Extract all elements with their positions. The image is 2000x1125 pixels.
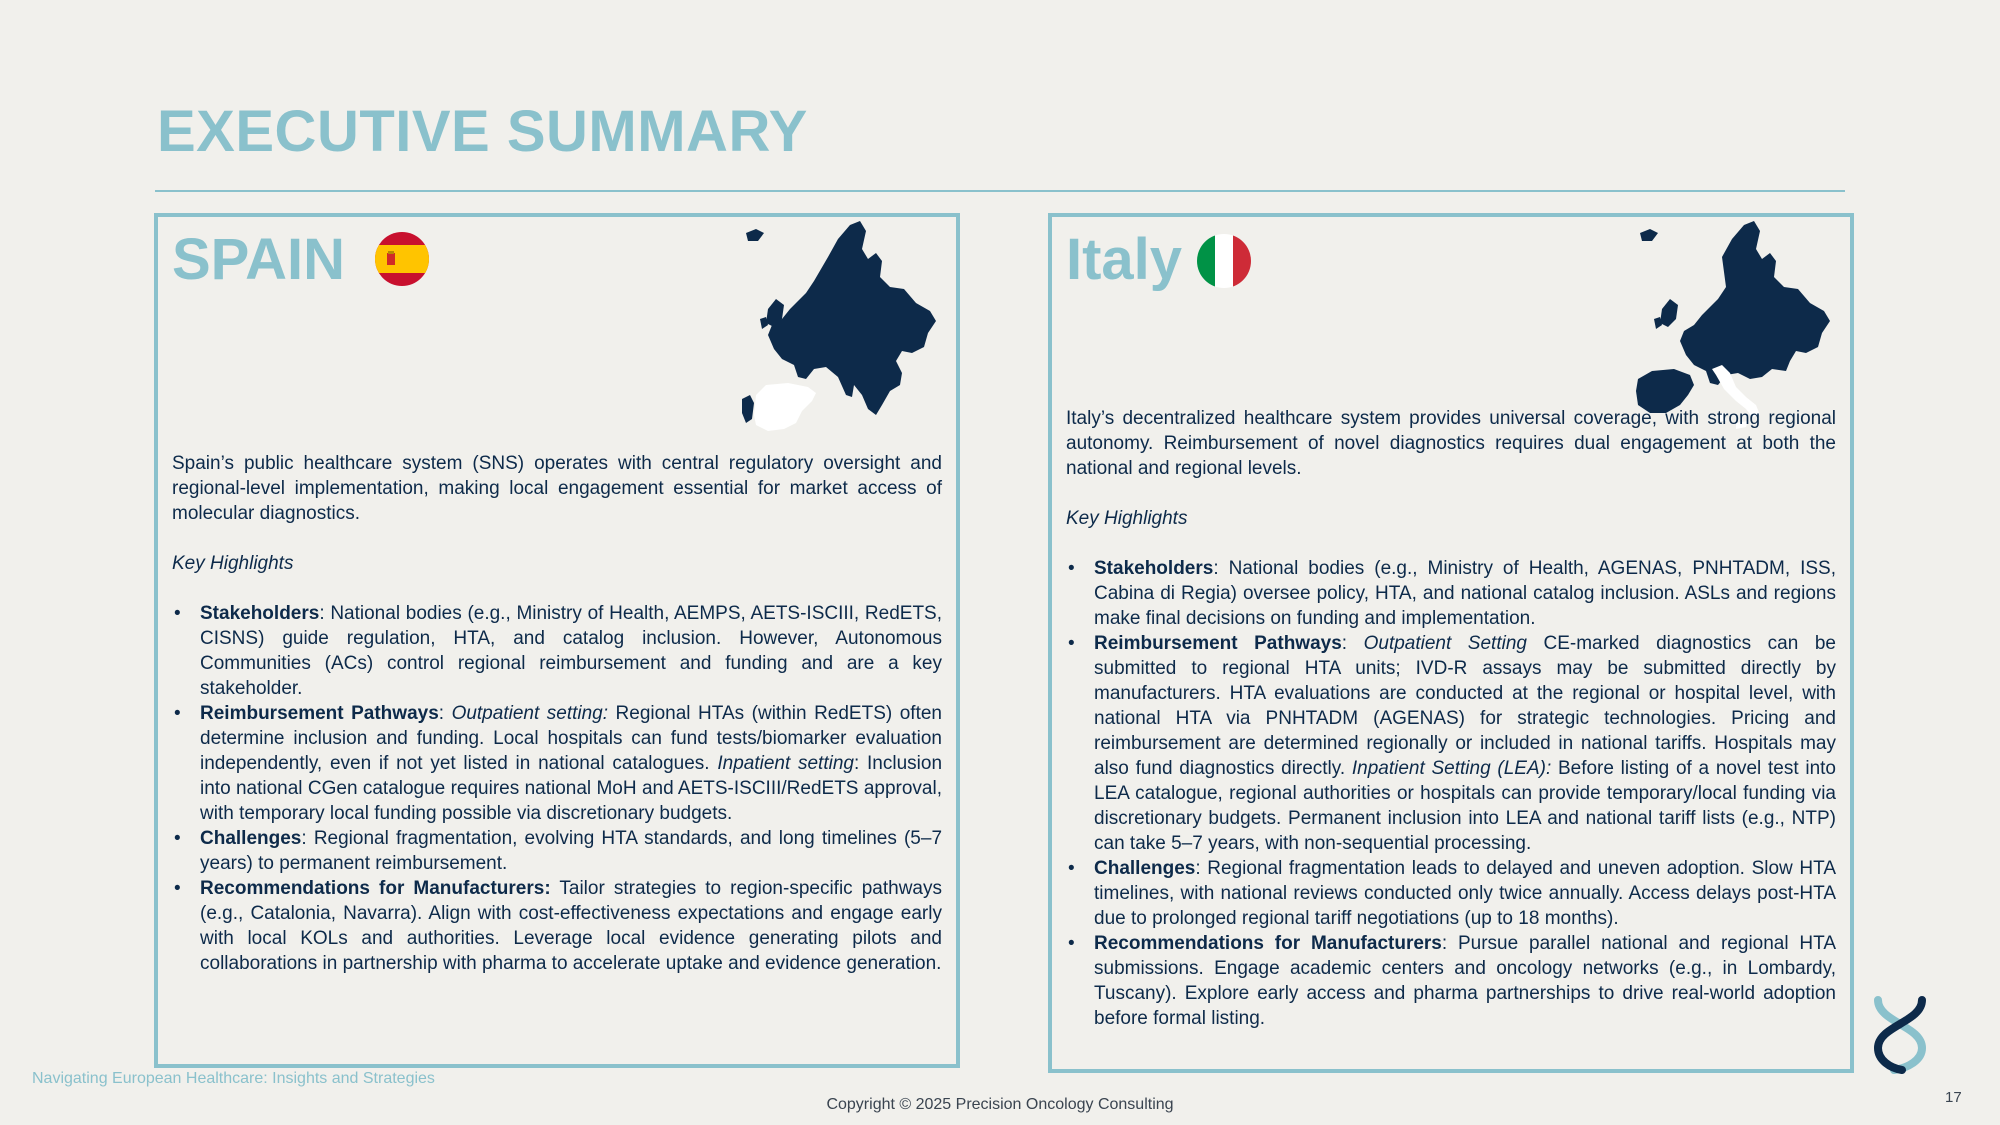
list-item — [172, 826, 942, 876]
page-number: 17 — [1945, 1089, 1962, 1106]
italy-content — [1066, 406, 1836, 1031]
spain-intro: Spain’s public healthcare system (SNS) operates with central regulatory oversight and regional-level implementation, making local engagement essential for market access of molecular diagnostics. — [172, 453, 942, 524]
bullet-separator: : — [301, 828, 314, 849]
italy-bullet-list — [1066, 556, 1836, 1031]
bullet-italic: Inpatient Setting (LEA): — [1351, 758, 1552, 779]
italy-country-title: Italy — [1066, 227, 1183, 292]
bullet-separator: : — [1213, 558, 1229, 579]
bullet-separator: : — [1341, 633, 1364, 654]
bullet-label: Challenges — [1094, 858, 1196, 879]
list-item — [172, 601, 942, 701]
bullet-separator: : — [1441, 933, 1458, 954]
list-item — [172, 876, 942, 976]
bullet-text: National bodies (e.g., Ministry of Health, AGENAS, PNHTADM, ISS, Cabina di Regia) oversee policy, HTA, and national catalog inclusion. ASLs and regions make final decisions on funding and implementation. — [1094, 558, 1837, 629]
page-title: EXECUTIVE SUMMARY — [157, 99, 808, 164]
list-item — [1066, 931, 1836, 1031]
bullet-italic: Outpatient setting: — [451, 703, 609, 724]
bullet-text: National bodies (e.g., Ministry of Health, AEMPS, AETS-ISCIII, RedETS, CISNS) guide regulation, HTA, and catalog inclusion. However, Autonomous Communities (ACs) control regional reimbursement and funding and are a key stakeholder. — [200, 603, 942, 699]
bullet-text: Tailor strategies to region-specific pathways (e.g., Catalonia, Navarra). Align with cost-effectiveness expectations and engage early with local KOLs and authorities. Leverage local evidence generating pilots and collaborations in partnership with pharma to accelerate uptake and evidence generation. — [200, 878, 942, 974]
title-divider — [155, 190, 1845, 192]
bullet-separator: : — [438, 703, 452, 724]
bullet-label: Recommendations for Manufacturers — [1094, 933, 1442, 954]
dna-helix-logo-icon — [1868, 996, 1932, 1074]
bullet-text: Before listing of a novel test into LEA catalogue, regional authorities or hospitals can provide temporary/local funding via discretionary budgets. Permanent inclusion into LEA and national tariff lists (e.g., NTP) can take 5–7 years, with non-sequential processing. — [1094, 758, 1836, 854]
spain-key-highlights-heading: Key Highlights — [172, 553, 294, 574]
bullet-label: Challenges — [200, 828, 302, 849]
spain-country-title: SPAIN — [172, 227, 345, 292]
bullet-text: : Inclusion into national CGen catalogue requires national MoH and AETS-ISCIII/RedETS approval, with temporary local funding possible via discretionary budgets. — [200, 753, 943, 824]
list-item — [1066, 631, 1836, 856]
spain-bullet-list — [172, 601, 942, 976]
bullet-label: Stakeholders — [200, 603, 320, 624]
bullet-separator: : — [1195, 858, 1208, 879]
bullet-label: Reimbursement Pathways — [1094, 633, 1342, 654]
bullet-italic: Outpatient Setting — [1363, 633, 1527, 654]
bullet-text: Pursue parallel national and regional HTA submissions. Engage academic centers and oncology networks (e.g., in Lombardy, Tuscany). Explore early access and pharma partnerships to drive real-world adoption before formal listing. — [1094, 933, 1836, 1029]
bullet-separator: : — [319, 603, 331, 624]
copyright-notice: Copyright © 2025 Precision Oncology Consulting — [826, 1096, 1174, 1113]
bullet-italic: Inpatient setting — [717, 753, 854, 774]
italy-intro: Italy’s decentralized healthcare system provides universal coverage, with strong regional autonomy. Reimbursement of novel diagnostics requires dual engagement at both the national and regional levels. — [1066, 408, 1836, 479]
spain-content — [172, 451, 942, 976]
bullet-text: Regional fragmentation leads to delayed and uneven adoption. Slow HTA timelines, with national reviews conducted only twice annually. Access delays post-HTA due to prolonged regional tariff negotiations (up to 18 months). — [1094, 858, 1837, 929]
europe-map-spain-highlighted-icon — [738, 217, 960, 439]
list-item — [1066, 556, 1836, 631]
list-item — [1066, 856, 1836, 931]
footer-subtitle: Navigating European Healthcare: Insights and Strategies — [32, 1070, 435, 1087]
bullet-text: Regional HTAs (within RedETS) often determine inclusion and funding. Local hospitals can fund tests/biomarker evaluation independently, even if not yet listed in national catalogues. — [200, 703, 942, 774]
bullet-label: Stakeholders — [1094, 558, 1214, 579]
italy-flag-icon — [1196, 233, 1252, 289]
list-item — [172, 701, 942, 826]
bullet-text: Regional fragmentation, evolving HTA standards, and long timelines (5–7 years) to permanent reimbursement. — [200, 828, 943, 874]
bullet-label: Recommendations for Manufacturers: — [200, 878, 551, 899]
bullet-label: Reimbursement Pathways — [200, 703, 439, 724]
spain-panel — [154, 213, 960, 1068]
bullet-text: CE-marked diagnostics can be submitted to regional HTA units; IVD-R assays may be submitted directly by manufacturers. HTA evaluations are conducted at the regional or hospital level, with national HTA via PNHTADM (AGENAS) for strategic technologies. Pricing and reimbursement are determined regionally or included in national tariffs. Hospitals may also fund diagnostics directly. — [1094, 633, 1836, 779]
spain-flag-icon — [374, 231, 430, 287]
italy-key-highlights-heading: Key Highlights — [1066, 508, 1188, 529]
italy-panel — [1048, 213, 1854, 1073]
